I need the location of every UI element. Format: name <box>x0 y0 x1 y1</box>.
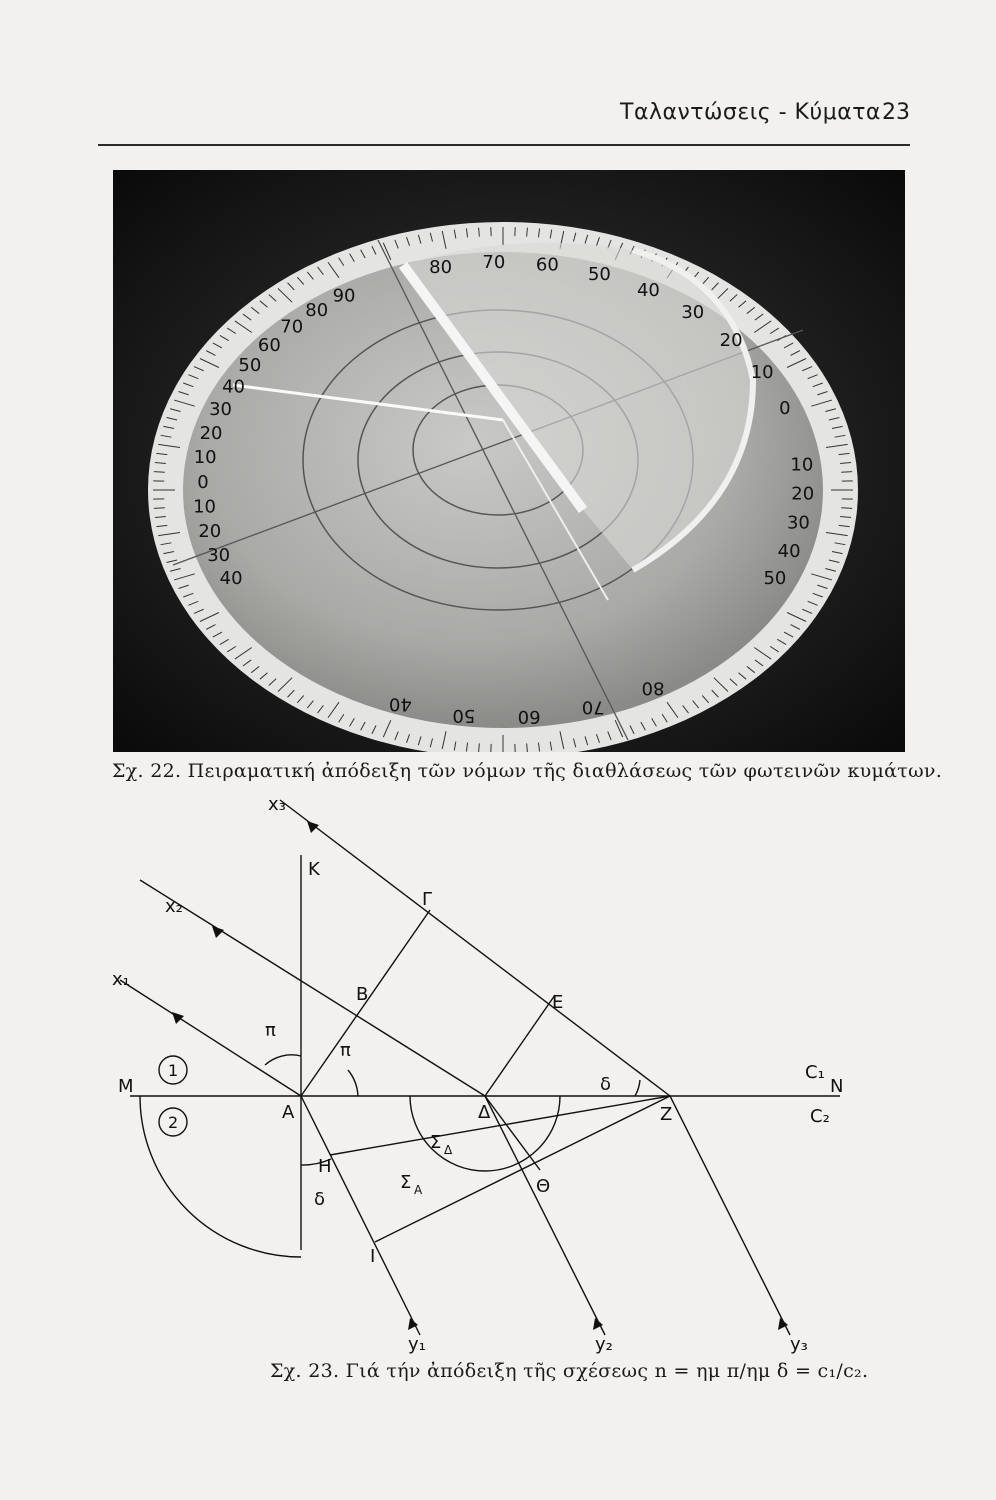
protractor-scale-right-label: 10 <box>790 454 814 476</box>
protractor-scale-bottom-label: 60 <box>517 706 541 728</box>
label-m: M <box>118 1076 134 1097</box>
protractor-scale-left-label: 70 <box>280 316 304 338</box>
protractor-tick <box>154 472 165 473</box>
refracted-ray-2 <box>485 1096 605 1335</box>
label-y3: y₃ <box>790 1334 808 1355</box>
protractor-scale-right-label: 40 <box>777 540 801 562</box>
protractor-tick <box>154 508 165 509</box>
protractor-scale-top-label: 80 <box>429 256 453 278</box>
protractor-scale-left-label: 80 <box>305 299 329 321</box>
label-n: N <box>830 1076 844 1097</box>
arc-sigma-a <box>140 1096 301 1257</box>
protractor-scale-left-label: 40 <box>222 376 245 398</box>
angle-delta-right <box>635 1080 640 1096</box>
label-delta-right: δ <box>600 1074 612 1095</box>
protractor-scale-top-label: 50 <box>587 263 611 285</box>
label-gamma: Γ <box>422 889 433 910</box>
label-delta: Δ <box>478 1102 491 1123</box>
label-pi-left: π <box>265 1020 276 1041</box>
figure22-caption: Σχ. 22. Πειραματική ἀπόδειξη τῶν νόμων τῆς διαθλάσεως τῶν φωτεινῶν κυμάτων. <box>112 760 943 782</box>
label-sigma-a: Σ <box>400 1172 412 1193</box>
protractor-tick <box>841 472 852 473</box>
label-sigma-a-sub: A <box>414 1183 423 1197</box>
wavefront-refracted-i-z <box>375 1096 673 1242</box>
label-x3: x₃ <box>268 794 286 815</box>
protractor-scale-left-label: 40 <box>219 567 243 589</box>
protractor-scale-left-label: 30 <box>207 544 231 566</box>
label-x2: x₂ <box>165 896 183 917</box>
protractor-scale-top-label: 10 <box>750 362 774 384</box>
segment-delta-theta <box>485 1096 540 1170</box>
incident-ray-2 <box>140 880 485 1096</box>
incident-ray-3 <box>280 800 670 1096</box>
label-sigma-delta-sub: Δ <box>444 1143 453 1157</box>
protractor-scale-bottom-label: 40 <box>388 693 412 715</box>
arrow-x3 <box>307 821 319 833</box>
protractor-scale-left-label: 10 <box>193 447 217 469</box>
figure23-caption: Σχ. 23. Γιά τήν ἀπόδειξη τῆς σχέσεως n = ημ π/ημ δ = c₁/c₂. <box>270 1360 869 1382</box>
label-c2: C₂ <box>810 1106 830 1127</box>
label-a: A <box>282 1102 295 1123</box>
protractor-scale-top-label: 30 <box>681 302 705 324</box>
protractor-scale-top-label: 20 <box>719 329 743 351</box>
protractor-scale-left-label: 10 <box>193 496 217 518</box>
refraction-diagram <box>100 780 860 1360</box>
label-sigma-delta: Σ <box>430 1132 442 1153</box>
label-z: Z <box>660 1104 673 1125</box>
label-c1: C₁ <box>805 1062 825 1083</box>
angle-pi-right <box>348 1070 358 1096</box>
protractor-scale-left-label: 90 <box>332 285 356 307</box>
label-b: B <box>356 984 369 1005</box>
protractor-photograph <box>113 170 905 752</box>
wavefront-refracted-h-z <box>330 1096 673 1155</box>
protractor-scale-left-label: 50 <box>238 354 262 376</box>
protractor-scale-top-label: 0 <box>779 398 791 420</box>
label-y1: y₁ <box>408 1334 426 1355</box>
running-title: Ταλαντώσεις - Κύματα <box>620 100 881 125</box>
label-x1: x₁ <box>112 969 130 990</box>
protractor-scale-bottom-label: 80 <box>641 677 665 699</box>
protractor-scale-left-label: 20 <box>199 422 223 444</box>
running-head <box>620 100 910 140</box>
label-e: E <box>552 992 564 1013</box>
label-y2: y₂ <box>595 1334 613 1355</box>
page-number: 23 <box>882 100 910 125</box>
wavefront-incident-delta-e <box>485 995 555 1096</box>
label-delta-lower: δ <box>314 1189 326 1210</box>
protractor-scale-right-label: 50 <box>763 567 787 589</box>
label-pi-right: π <box>340 1040 351 1061</box>
label-i: I <box>370 1246 376 1267</box>
label-theta: Θ <box>536 1176 551 1197</box>
label-h: H <box>318 1156 332 1177</box>
protractor-scale-left-label: 20 <box>198 521 222 543</box>
refracted-ray-3 <box>670 1096 790 1335</box>
label-medium-2: 2 <box>168 1113 179 1132</box>
arrow-x1 <box>172 1012 184 1024</box>
label-k: K <box>308 859 320 880</box>
protractor-scale-top-label: 70 <box>482 252 506 274</box>
protractor-scale-right-label: 30 <box>786 512 810 534</box>
protractor-scale-left-label: 30 <box>209 399 232 421</box>
protractor-scale-left-label: 0 <box>197 471 209 493</box>
protractor-scale-top-label: 60 <box>535 254 559 276</box>
refracted-ray-1 <box>301 1096 420 1335</box>
header-rule <box>98 144 910 146</box>
angle-pi-left <box>265 1055 301 1065</box>
protractor-tick <box>841 508 852 509</box>
protractor-scale-bottom-label: 50 <box>452 705 476 727</box>
protractor-scale-right-label: 20 <box>791 483 815 505</box>
protractor-scale-top-label: 40 <box>636 279 660 301</box>
protractor-scale-left-label: 60 <box>257 334 281 356</box>
label-medium-1: 1 <box>168 1061 179 1080</box>
protractor-scale-bottom-label: 70 <box>581 696 605 718</box>
